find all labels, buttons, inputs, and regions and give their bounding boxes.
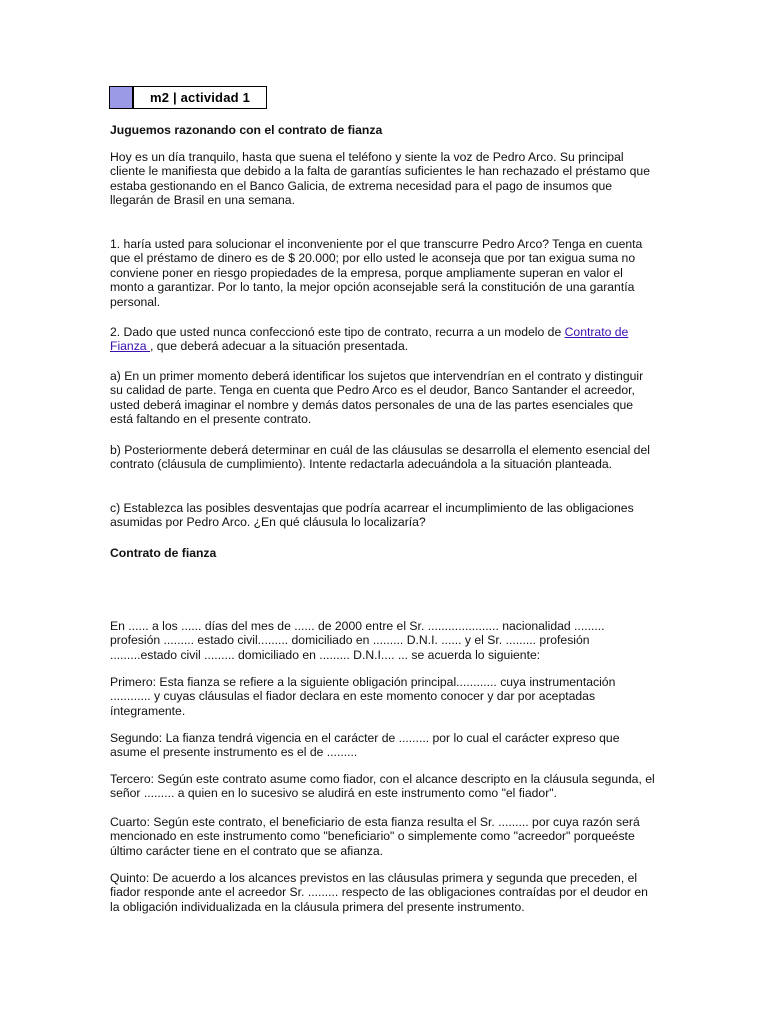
- contract-intro: En ...... a los ...... días del mes de ...... de 2000 entre el Sr. ..................... nacionalidad ......... profesión ......... estado civil......... domiciliado en ......... D.N.I. ...... y el Sr. ......... profesión .........estado civil ......... domiciliado en ......... D.N.I.... ... se acuerda lo siguiente:: [110, 619, 605, 662]
- header-color-swatch: [110, 87, 134, 108]
- clause-quinto: Quinto: De acuerdo a los alcances previstos en las cláusulas primera y segunda que preceden, el fiador responde ante el acreedor Sr. ......... respecto de las obligaciones contraídas por el deudor en la obligación individualizada en la cláusula primera del presente instrumento.: [110, 871, 648, 914]
- module-label: m2 | actividad 1: [149, 90, 251, 105]
- question-2-text-before: 2. Dado que usted nunca confeccionó este tipo de contrato, recurra a un modelo de: [110, 325, 565, 339]
- module-header: [109, 86, 267, 109]
- clause-cuarto: Cuarto: Según este contrato, el beneficiario de esta fianza resulta el Sr. ......... por cuya razón será mencionado en este instrumento como "beneficiario" o simplemente como "acreedor" porqueéste último carácter tiene en el contrato que se afianza.: [110, 815, 640, 858]
- intro-paragraph: Hoy es un día tranquilo, hasta que suena el teléfono y siente la voz de Pedro Arco. Su principal cliente le manifiesta que debido a la falta de garantías suficientes le han rechazado el préstamo que estaba gestionando en el Banco Galicia, de extrema necesidad para el pago de insumos que llegarán de Brasil en una semana.: [110, 150, 650, 208]
- question-2a: a) En un primer momento deberá identificar los sujetos que intervendrían en el contrato y distinguir su calidad de parte. Tenga en cuenta que Pedro Arco es el deudor, Banco Santander el acreedor, usted deberá imaginar el nombre y demás datos personales de una de las partes esenciales que está faltando en el presente contrato.: [110, 369, 644, 427]
- clause-primero: Primero: Esta fianza se refiere a la siguiente obligación principal............ cuya instrumentación ............ y cuyas cláusulas el fiador declara en este momento conocer y dar por aceptadas íntegramente.: [110, 675, 616, 718]
- contrato-de-fianza-link[interactable]: Contrato de Fianza: [110, 325, 629, 354]
- question-2-text-after: , que deberá adecuar a la situación presentada.: [149, 339, 409, 354]
- question-2: [110, 325, 655, 354]
- activity-title: Juguemos razonando con el contrato de fianza: [110, 123, 383, 137]
- clause-segundo: Segundo: La fianza tendrá vigencia en el carácter de ......... por lo cual el carácter expreso que asume el presente instrumento es el de .........: [110, 731, 620, 760]
- question-1: 1. haría usted para solucionar el inconveniente por el que transcurre Pedro Arco? Tenga en cuenta que el préstamo de dinero es de $ 20.000; por ello usted le aconseja que por tan exigua suma no conviene poner en riesgo propiedades de la empresa, porque ampliamente superan en valor el monto a garantizar. Por lo tanto, la mejor opción aconsejable será la constitución de una garantía personal.: [110, 237, 643, 309]
- clause-tercero: Tercero: Según este contrato asume como fiador, con el alcance descripto en la cláusula segunda, el señor ......... a quien en lo sucesivo se aludirá en este instrumento como "el fiador".: [110, 772, 655, 801]
- question-2c: c) Establezca las posibles desventajas que podría acarrear el incumplimiento de las obligaciones asumidas por Pedro Arco. ¿En qué cláusula lo localizaría?: [110, 501, 634, 530]
- question-2b: b) Posteriormente deberá determinar en cuál de las cláusulas se desarrolla el elemento esencial del contrato (cláusula de cumplimiento). Intente redactarla adecuándola a la situación planteada.: [110, 443, 650, 472]
- contract-title: Contrato de fianza: [110, 546, 217, 560]
